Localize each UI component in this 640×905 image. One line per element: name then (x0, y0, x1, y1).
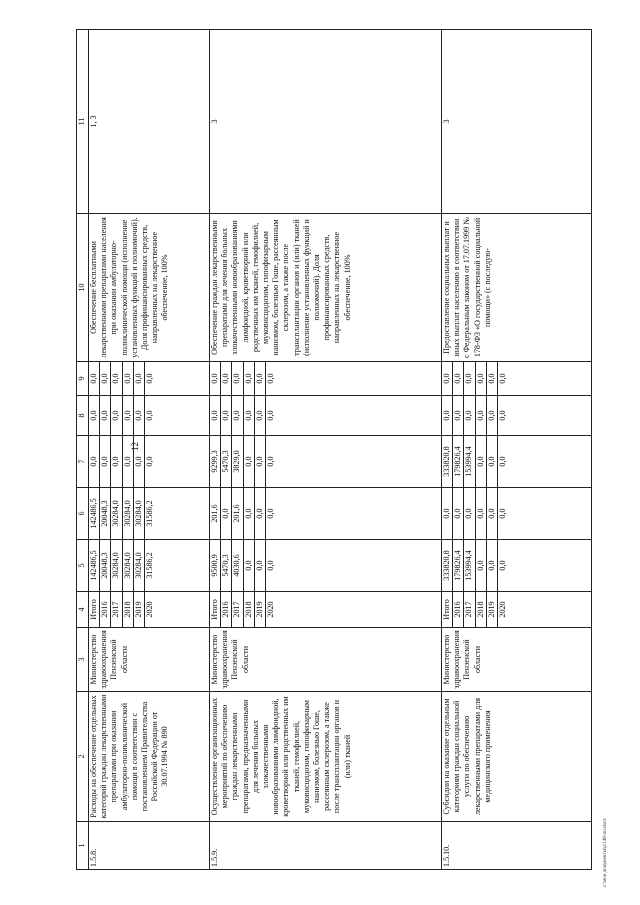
amount-value: 0,0 (442, 508, 451, 519)
amount-cell (210, 362, 442, 396)
amount-cell (210, 488, 442, 540)
year-value: 2018 (243, 592, 254, 627)
amount-value: 0,0 (475, 436, 486, 487)
amount-value: 153994,4 (463, 436, 474, 487)
col-header: 6 (77, 488, 89, 540)
amount-value: 0,0 (463, 396, 474, 435)
amount-value: 0,0 (220, 488, 231, 539)
indicator-cell: Предоставление социальных выплат и иных выплат населению в соответствии с Федеральным законом от 17.07.1999 № 178-ФЗ «О государственной социальной помощи» (с последую- (442, 214, 592, 362)
amount-value: 142486,5 (89, 498, 98, 529)
year-value: Итого (442, 599, 451, 620)
amount-value: 0,0 (231, 396, 242, 435)
amount-value: 0,0 (243, 362, 254, 395)
column-number-row (77, 30, 89, 870)
row-number-cell: 1.5.9. (210, 822, 442, 870)
amount-value: 0,0 (265, 436, 276, 487)
amount-value: 0,0 (220, 362, 231, 395)
amount-cell (442, 396, 592, 436)
amount-value: 0,0 (231, 362, 242, 395)
col-header: 3 (77, 628, 89, 692)
table-body (77, 30, 592, 870)
amount-value: 0,0 (99, 396, 110, 435)
amount-value: 0,0 (254, 362, 265, 395)
amount-value: 0,0 (254, 488, 265, 539)
col-header: 7 (77, 436, 89, 488)
amount-value: 0,0 (110, 436, 121, 487)
amount-value: 0,0 (243, 488, 254, 539)
amount-value: 0,0 (486, 436, 497, 487)
year-value: 2020 (497, 592, 508, 627)
row-number-cell: 1.5.10. (442, 822, 592, 870)
amount-value: 0,0 (265, 362, 276, 395)
year-value: 2019 (254, 592, 265, 627)
col-header: 9 (77, 362, 89, 396)
file-path-footer: c:\мои документы\p\148-пп.docx (603, 818, 608, 887)
col-header: 10 (77, 214, 89, 362)
amount-value: 179826,4 (452, 436, 463, 487)
amount-value: 0,0 (486, 488, 497, 539)
year-value: 2020 (144, 592, 155, 627)
amount-value: 0,0 (243, 540, 254, 591)
amount-value: 4030,6 (231, 540, 242, 591)
indicator-cell: Обеспечение бесплатными лекарственными препаратами населения при оказании амбулаторно-поликлинической помощи (исполнение установленных функций и полномочий). Доля профинансированных средств, направленных на лекарственное обеспечение, 100% (89, 214, 210, 362)
amount-value: 0,0 (133, 362, 144, 395)
amount-value: 0,0 (220, 396, 231, 435)
amount-cell (442, 488, 592, 540)
year-value: 2016 (220, 592, 231, 627)
col-header: 8 (77, 396, 89, 436)
amount-value: 30284,0 (133, 540, 144, 591)
amount-value: 153994,4 (463, 540, 474, 591)
amount-value: 0,0 (243, 436, 254, 487)
amount-value: 201,6 (231, 488, 242, 539)
amount-value: 0,0 (475, 540, 486, 591)
amount-value: 333820,8 (442, 550, 451, 581)
amount-value: 0,0 (89, 456, 98, 467)
amount-cell (89, 396, 210, 436)
executor-cell: Министерство здравоохранения Пензенской области (89, 628, 210, 692)
year-value: 2017 (110, 592, 121, 627)
amount-value: 30284,0 (133, 488, 144, 539)
amount-value: 0,0 (463, 362, 474, 395)
year-value: Итого (210, 599, 219, 620)
amount-value: 0,0 (133, 436, 144, 487)
amount-value: 0,0 (122, 436, 133, 487)
amount-value: 0,0 (442, 410, 451, 421)
amount-value: 0,0 (144, 436, 155, 487)
amount-value: 0,0 (122, 362, 133, 395)
amount-value: 31586,2 (144, 540, 155, 591)
amount-value: 0,0 (133, 396, 144, 435)
amount-value: 20048,3 (99, 488, 110, 539)
col-header: 5 (77, 540, 89, 592)
amount-value: 0,0 (486, 540, 497, 591)
amount-value: 0,0 (452, 396, 463, 435)
amount-cell (210, 396, 442, 436)
table-row (210, 30, 442, 870)
row-number-cell: 1.5.8. (89, 822, 210, 870)
amount-value: 0,0 (475, 362, 486, 395)
col-header: 11 (77, 30, 89, 214)
amount-value: 0,0 (497, 436, 508, 487)
amount-value: 30284,0 (122, 540, 133, 591)
amount-value: 0,0 (210, 373, 219, 384)
amount-value: 30284,0 (110, 540, 121, 591)
amount-value: 0,0 (497, 396, 508, 435)
measure-name-cell: Осуществление организационных мероприятий по обеспечению граждан лекарственными препаратами, предназначенными для лечения больных злокачественными новообразованиями лимфоидной, кроветворной или родственных им тканей, гемофилией, муковисцидозом, гипофизарным нанизмом, болезнью Гоше, рассеянным склерозом, а также после трансплантации органов и (или) тканей (210, 692, 442, 822)
year-value: 2019 (486, 592, 497, 627)
year-value: 2017 (463, 592, 474, 627)
amount-value: 0,0 (89, 373, 98, 384)
amount-value: 0,0 (463, 488, 474, 539)
amount-value: 5470,3 (220, 436, 231, 487)
amount-value: 0,0 (475, 488, 486, 539)
years-cell (442, 592, 592, 628)
amount-value: 0,0 (486, 396, 497, 435)
amount-value: 0,0 (265, 540, 276, 591)
amount-value: 0,0 (110, 396, 121, 435)
amount-value: 30284,0 (110, 488, 121, 539)
amount-value: 0,0 (122, 396, 133, 435)
years-cell (210, 592, 442, 628)
year-value: 2020 (265, 592, 276, 627)
amount-value: 0,0 (254, 540, 265, 591)
year-value: 2018 (475, 592, 486, 627)
amount-cell (89, 362, 210, 396)
year-value: 2019 (133, 592, 144, 627)
amount-value: 0,0 (99, 362, 110, 395)
amount-cell (442, 540, 592, 592)
executor-cell: Министерство здравоохранения Пензенской области (442, 628, 592, 692)
page-number: 12 (130, 442, 140, 451)
amount-value: 31586,2 (144, 488, 155, 539)
amount-value: 5470,3 (220, 540, 231, 591)
amount-value: 179826,4 (452, 540, 463, 591)
table-row (89, 30, 210, 870)
amount-value: 0,0 (452, 362, 463, 395)
amount-value: 0,0 (254, 436, 265, 487)
amount-value: 0,0 (243, 396, 254, 435)
amount-cell (442, 436, 592, 488)
amount-cell (442, 362, 592, 396)
amount-value: 201,6 (210, 504, 219, 523)
amount-cell (210, 540, 442, 592)
year-value: 2016 (452, 592, 463, 627)
executor-cell: Министерство здравоохранения Пензенской области (210, 628, 442, 692)
amount-value: 9500,9 (210, 554, 219, 577)
amount-value: 9299,3 (210, 450, 219, 473)
amount-value: 0,0 (144, 362, 155, 395)
amount-value: 0,0 (475, 396, 486, 435)
amount-value: 333820,8 (442, 446, 451, 477)
table-row (442, 30, 592, 870)
amount-value: 0,0 (265, 488, 276, 539)
amount-value: 0,0 (442, 373, 451, 384)
amount-value: 20048,3 (99, 540, 110, 591)
amount-cell (89, 540, 210, 592)
amount-cell (89, 488, 210, 540)
amount-value: 0,0 (99, 436, 110, 487)
amount-value: 0,0 (89, 410, 98, 421)
link-cell: 3 (442, 30, 592, 214)
year-value: 2017 (231, 592, 242, 627)
indicator-cell: Обеспечение граждан лекарственными препаратами для лечения больных злокачественными новообразованиями лимфоидной, кроветворной или родственных им тканей, гемофилией, муковисцидозом, гипофизарным нанизмом, болезнью Гоше, рассеянным склерозом, а также после трансплантации органов и (или) тканей (исполнение установленных функций и полномочий). Доля профинансированных средств, направленных на лекарственное обеспечение, 100% (210, 214, 442, 362)
year-value: 2016 (99, 592, 110, 627)
budget-table-sheet (76, 30, 580, 870)
years-cell (89, 592, 210, 628)
measure-name-cell: Субсидии на оказание отдельным категориям граждан социальной услуги по обеспечению лекарственными препаратами для медицинского применения (442, 692, 592, 822)
amount-value: 3829,0 (231, 436, 242, 487)
link-cell: 3 (210, 30, 442, 214)
amount-value: 0,0 (265, 396, 276, 435)
amount-value: 142486,5 (89, 550, 98, 581)
year-value: Итого (89, 599, 98, 620)
amount-value: 0,0 (497, 362, 508, 395)
amount-value: 0,0 (110, 362, 121, 395)
measure-name-cell: Расходы на обеспечение отдельных категорий граждан лекарственными препаратами при оказании амбулаторно-поликлинической помощи в соответствии с постановлением Правительства Российской Федерации от 30.07.1994 № 890 (89, 692, 210, 822)
amount-value: 0,0 (497, 488, 508, 539)
col-header: 1 (77, 822, 89, 870)
amount-cell (210, 436, 442, 488)
amount-value: 0,0 (486, 362, 497, 395)
col-header: 2 (77, 692, 89, 822)
amount-value: 0,0 (497, 540, 508, 591)
col-header: 4 (77, 592, 89, 628)
year-value: 2018 (122, 592, 133, 627)
link-cell: 1, 3 (89, 30, 210, 214)
amount-value: 0,0 (210, 410, 219, 421)
budget-table (76, 29, 592, 870)
amount-value: 0,0 (452, 488, 463, 539)
amount-value: 30284,0 (122, 488, 133, 539)
amount-value: 0,0 (144, 396, 155, 435)
amount-cell (89, 436, 210, 488)
amount-value: 0,0 (254, 396, 265, 435)
